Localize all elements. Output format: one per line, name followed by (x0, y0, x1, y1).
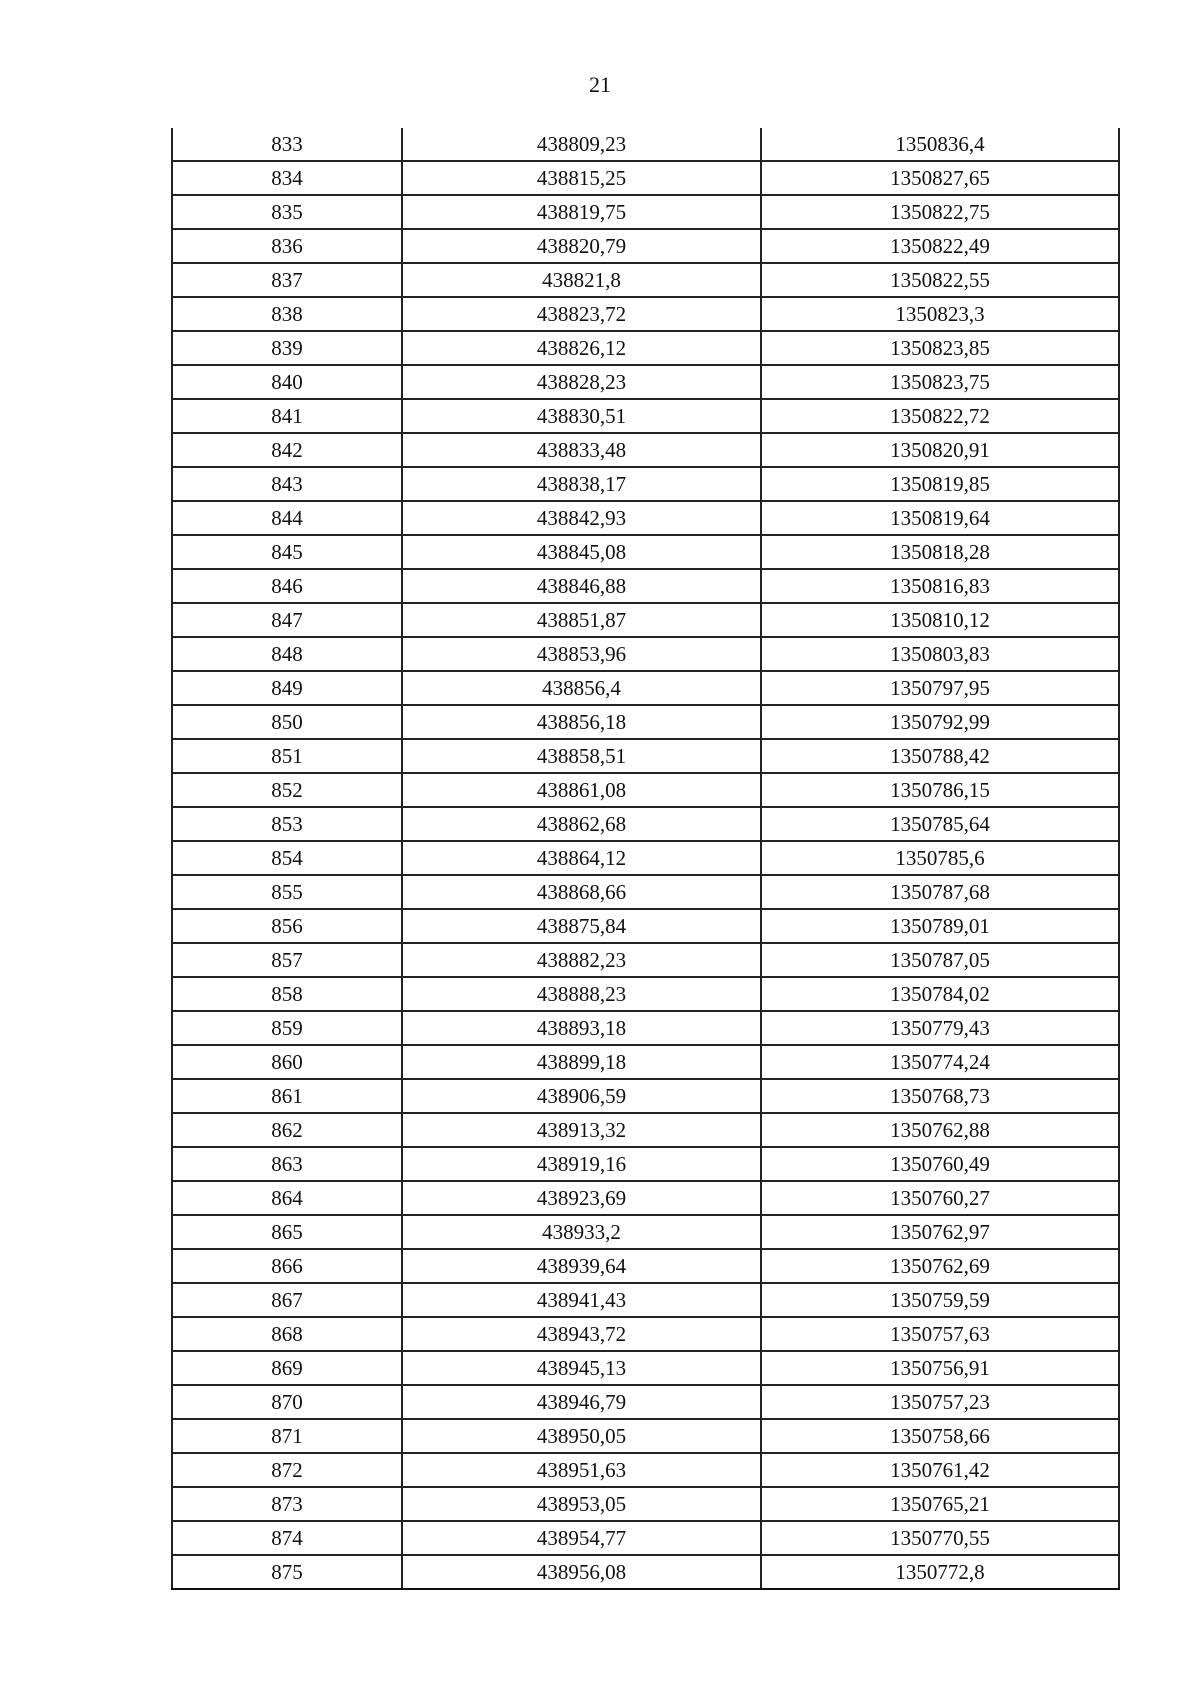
x-coordinate-cell: 438864,12 (402, 841, 761, 875)
table-row (172, 1113, 1119, 1147)
table-row (172, 875, 1119, 909)
point-number-cell: 843 (172, 467, 402, 501)
table-row (172, 1487, 1119, 1521)
table-row (172, 535, 1119, 569)
y-coordinate-cell: 1350788,42 (761, 739, 1119, 773)
point-number-cell: 850 (172, 705, 402, 739)
y-coordinate-cell: 1350792,99 (761, 705, 1119, 739)
point-number-cell: 840 (172, 365, 402, 399)
x-coordinate-cell: 438956,08 (402, 1555, 761, 1589)
point-number-cell: 856 (172, 909, 402, 943)
table-row (172, 1045, 1119, 1079)
y-coordinate-cell: 1350760,49 (761, 1147, 1119, 1181)
x-coordinate-cell: 438888,23 (402, 977, 761, 1011)
y-coordinate-cell: 1350785,64 (761, 807, 1119, 841)
y-coordinate-cell: 1350819,64 (761, 501, 1119, 535)
y-coordinate-cell: 1350803,83 (761, 637, 1119, 671)
table-row (172, 671, 1119, 705)
y-coordinate-cell: 1350772,8 (761, 1555, 1119, 1589)
y-coordinate-cell: 1350823,85 (761, 331, 1119, 365)
x-coordinate-cell: 438913,32 (402, 1113, 761, 1147)
y-coordinate-cell: 1350785,6 (761, 841, 1119, 875)
point-number-cell: 875 (172, 1555, 402, 1589)
y-coordinate-cell: 1350765,21 (761, 1487, 1119, 1521)
table-row (172, 943, 1119, 977)
table-row (172, 433, 1119, 467)
coordinates-table-body (172, 128, 1119, 1589)
x-coordinate-cell: 438906,59 (402, 1079, 761, 1113)
table-row (172, 1249, 1119, 1283)
x-coordinate-cell: 438899,18 (402, 1045, 761, 1079)
table-row (172, 229, 1119, 263)
y-coordinate-cell: 1350810,12 (761, 603, 1119, 637)
point-number-cell: 833 (172, 128, 402, 161)
table-row (172, 1419, 1119, 1453)
y-coordinate-cell: 1350820,91 (761, 433, 1119, 467)
table-row (172, 128, 1119, 161)
x-coordinate-cell: 438954,77 (402, 1521, 761, 1555)
x-coordinate-cell: 438851,87 (402, 603, 761, 637)
x-coordinate-cell: 438939,64 (402, 1249, 761, 1283)
y-coordinate-cell: 1350758,66 (761, 1419, 1119, 1453)
point-number-cell: 862 (172, 1113, 402, 1147)
x-coordinate-cell: 438861,08 (402, 773, 761, 807)
x-coordinate-cell: 438953,05 (402, 1487, 761, 1521)
x-coordinate-cell: 438846,88 (402, 569, 761, 603)
table-row (172, 807, 1119, 841)
y-coordinate-cell: 1350779,43 (761, 1011, 1119, 1045)
point-number-cell: 859 (172, 1011, 402, 1045)
y-coordinate-cell: 1350774,24 (761, 1045, 1119, 1079)
table-row (172, 161, 1119, 195)
y-coordinate-cell: 1350762,88 (761, 1113, 1119, 1147)
y-coordinate-cell: 1350836,4 (761, 128, 1119, 161)
y-coordinate-cell: 1350762,69 (761, 1249, 1119, 1283)
x-coordinate-cell: 438923,69 (402, 1181, 761, 1215)
point-number-cell: 865 (172, 1215, 402, 1249)
x-coordinate-cell: 438833,48 (402, 433, 761, 467)
point-number-cell: 841 (172, 399, 402, 433)
point-number-cell: 834 (172, 161, 402, 195)
y-coordinate-cell: 1350819,85 (761, 467, 1119, 501)
table-row (172, 399, 1119, 433)
x-coordinate-cell: 438951,63 (402, 1453, 761, 1487)
point-number-cell: 861 (172, 1079, 402, 1113)
table-row (172, 1215, 1119, 1249)
x-coordinate-cell: 438853,96 (402, 637, 761, 671)
point-number-cell: 871 (172, 1419, 402, 1453)
x-coordinate-cell: 438858,51 (402, 739, 761, 773)
table-row (172, 1555, 1119, 1589)
y-coordinate-cell: 1350756,91 (761, 1351, 1119, 1385)
table-row (172, 841, 1119, 875)
x-coordinate-cell: 438815,25 (402, 161, 761, 195)
point-number-cell: 863 (172, 1147, 402, 1181)
y-coordinate-cell: 1350822,72 (761, 399, 1119, 433)
table-row (172, 1079, 1119, 1113)
table-row (172, 1385, 1119, 1419)
x-coordinate-cell: 438919,16 (402, 1147, 761, 1181)
point-number-cell: 844 (172, 501, 402, 535)
y-coordinate-cell: 1350757,63 (761, 1317, 1119, 1351)
x-coordinate-cell: 438950,05 (402, 1419, 761, 1453)
point-number-cell: 855 (172, 875, 402, 909)
point-number-cell: 868 (172, 1317, 402, 1351)
table-row (172, 705, 1119, 739)
point-number-cell: 864 (172, 1181, 402, 1215)
table-row (172, 977, 1119, 1011)
y-coordinate-cell: 1350770,55 (761, 1521, 1119, 1555)
point-number-cell: 849 (172, 671, 402, 705)
x-coordinate-cell: 438941,43 (402, 1283, 761, 1317)
x-coordinate-cell: 438868,66 (402, 875, 761, 909)
x-coordinate-cell: 438830,51 (402, 399, 761, 433)
y-coordinate-cell: 1350759,59 (761, 1283, 1119, 1317)
x-coordinate-cell: 438933,2 (402, 1215, 761, 1249)
table-row (172, 1317, 1119, 1351)
table-row (172, 569, 1119, 603)
table-row (172, 263, 1119, 297)
x-coordinate-cell: 438809,23 (402, 128, 761, 161)
point-number-cell: 857 (172, 943, 402, 977)
table-row (172, 501, 1119, 535)
table-row (172, 1351, 1119, 1385)
y-coordinate-cell: 1350823,3 (761, 297, 1119, 331)
y-coordinate-cell: 1350822,55 (761, 263, 1119, 297)
point-number-cell: 858 (172, 977, 402, 1011)
x-coordinate-cell: 438875,84 (402, 909, 761, 943)
point-number-cell: 842 (172, 433, 402, 467)
table-row (172, 365, 1119, 399)
table-row (172, 603, 1119, 637)
point-number-cell: 838 (172, 297, 402, 331)
x-coordinate-cell: 438945,13 (402, 1351, 761, 1385)
y-coordinate-cell: 1350768,73 (761, 1079, 1119, 1113)
y-coordinate-cell: 1350787,68 (761, 875, 1119, 909)
point-number-cell: 872 (172, 1453, 402, 1487)
y-coordinate-cell: 1350822,49 (761, 229, 1119, 263)
point-number-cell: 845 (172, 535, 402, 569)
y-coordinate-cell: 1350823,75 (761, 365, 1119, 399)
table-row (172, 637, 1119, 671)
y-coordinate-cell: 1350784,02 (761, 977, 1119, 1011)
table-row (172, 1521, 1119, 1555)
point-number-cell: 852 (172, 773, 402, 807)
table-row (172, 297, 1119, 331)
point-number-cell: 870 (172, 1385, 402, 1419)
y-coordinate-cell: 1350786,15 (761, 773, 1119, 807)
x-coordinate-cell: 438819,75 (402, 195, 761, 229)
x-coordinate-cell: 438882,23 (402, 943, 761, 977)
coordinates-table (171, 128, 1120, 1590)
page-number: 21 (589, 72, 611, 97)
y-coordinate-cell: 1350761,42 (761, 1453, 1119, 1487)
point-number-cell: 836 (172, 229, 402, 263)
y-coordinate-cell: 1350789,01 (761, 909, 1119, 943)
point-number-cell: 848 (172, 637, 402, 671)
table-row (172, 1283, 1119, 1317)
table-row (172, 195, 1119, 229)
x-coordinate-cell: 438862,68 (402, 807, 761, 841)
point-number-cell: 873 (172, 1487, 402, 1521)
table-row (172, 1147, 1119, 1181)
point-number-cell: 866 (172, 1249, 402, 1283)
table-row (172, 467, 1119, 501)
x-coordinate-cell: 438838,17 (402, 467, 761, 501)
y-coordinate-cell: 1350787,05 (761, 943, 1119, 977)
x-coordinate-cell: 438845,08 (402, 535, 761, 569)
y-coordinate-cell: 1350757,23 (761, 1385, 1119, 1419)
y-coordinate-cell: 1350822,75 (761, 195, 1119, 229)
table-row (172, 773, 1119, 807)
point-number-cell: 853 (172, 807, 402, 841)
point-number-cell: 837 (172, 263, 402, 297)
x-coordinate-cell: 438828,23 (402, 365, 761, 399)
x-coordinate-cell: 438823,72 (402, 297, 761, 331)
x-coordinate-cell: 438856,18 (402, 705, 761, 739)
point-number-cell: 839 (172, 331, 402, 365)
table-row (172, 739, 1119, 773)
table-row (172, 1011, 1119, 1045)
table-row (172, 331, 1119, 365)
x-coordinate-cell: 438826,12 (402, 331, 761, 365)
table-row (172, 909, 1119, 943)
x-coordinate-cell: 438946,79 (402, 1385, 761, 1419)
point-number-cell: 854 (172, 841, 402, 875)
point-number-cell: 867 (172, 1283, 402, 1317)
point-number-cell: 847 (172, 603, 402, 637)
point-number-cell: 874 (172, 1521, 402, 1555)
point-number-cell: 846 (172, 569, 402, 603)
y-coordinate-cell: 1350818,28 (761, 535, 1119, 569)
y-coordinate-cell: 1350816,83 (761, 569, 1119, 603)
y-coordinate-cell: 1350827,65 (761, 161, 1119, 195)
y-coordinate-cell: 1350762,97 (761, 1215, 1119, 1249)
x-coordinate-cell: 438943,72 (402, 1317, 761, 1351)
x-coordinate-cell: 438821,8 (402, 263, 761, 297)
table-row (172, 1453, 1119, 1487)
y-coordinate-cell: 1350797,95 (761, 671, 1119, 705)
x-coordinate-cell: 438842,93 (402, 501, 761, 535)
point-number-cell: 835 (172, 195, 402, 229)
y-coordinate-cell: 1350760,27 (761, 1181, 1119, 1215)
point-number-cell: 851 (172, 739, 402, 773)
point-number-cell: 860 (172, 1045, 402, 1079)
x-coordinate-cell: 438820,79 (402, 229, 761, 263)
x-coordinate-cell: 438893,18 (402, 1011, 761, 1045)
point-number-cell: 869 (172, 1351, 402, 1385)
x-coordinate-cell: 438856,4 (402, 671, 761, 705)
table-row (172, 1181, 1119, 1215)
